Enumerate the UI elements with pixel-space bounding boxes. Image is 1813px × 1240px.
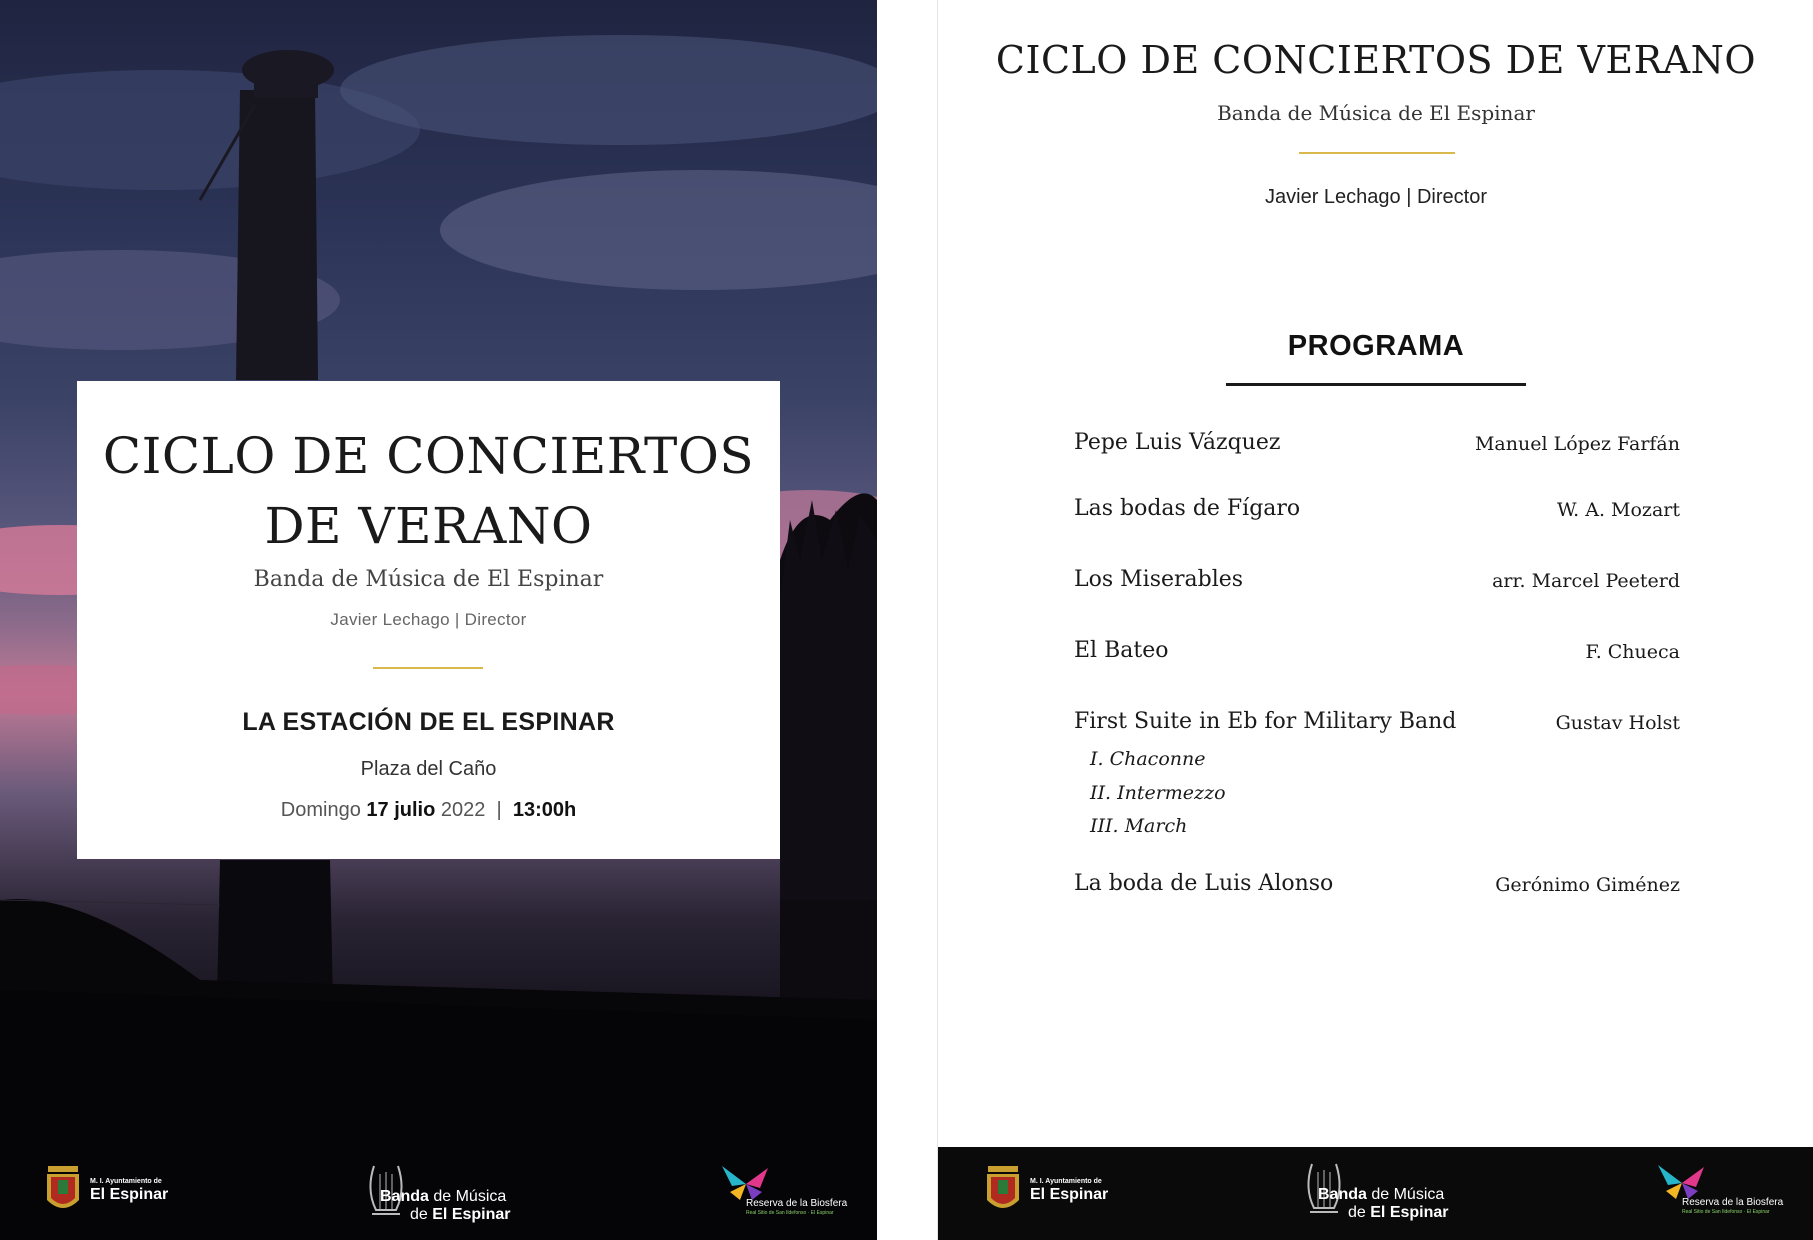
- card-director: Javier Lechago | Director: [330, 610, 527, 629]
- poster-back: [937, 0, 1813, 1240]
- banda-bold: Banda: [1318, 1186, 1367, 1203]
- piece-title: Los Miserables: [1074, 567, 1244, 592]
- banda-logo: [362, 1158, 511, 1224]
- reserva-text: Reserva de la Biosfera: [746, 1198, 848, 1209]
- card-subtitle: Banda de Música de El Espinar: [253, 567, 604, 592]
- banda-bold: Banda: [380, 1188, 429, 1205]
- movement-item: II. Intermezzo: [1090, 782, 1226, 804]
- ayuntamiento-logo: [44, 1162, 168, 1218]
- ayto-small-text: M. I. Ayuntamiento de: [90, 1177, 162, 1185]
- reserva-text: Reserva de la Biosfera: [1682, 1197, 1784, 1208]
- card-place: Plaza del Caño: [360, 758, 497, 780]
- piece-composer: arr. Marcel Peeterd: [1492, 570, 1680, 592]
- piece-composer: F. Chueca: [1585, 641, 1680, 663]
- card-divider: [373, 667, 483, 669]
- card-title-line1: CICLO DE CONCIERTOS: [102, 427, 755, 485]
- ayto-big-text: El Espinar: [1030, 1185, 1109, 1203]
- banda-rest: de Música: [1371, 1186, 1445, 1203]
- banda-logo: [1300, 1156, 1449, 1222]
- coat-of-arms-icon: [984, 1162, 1022, 1218]
- piece-title: Pepe Luis Vázquez: [1074, 430, 1281, 455]
- banda-place: El Espinar: [432, 1206, 511, 1223]
- program-director: Javier Lechago | Director: [1265, 186, 1487, 208]
- poster-front: [0, 0, 877, 1240]
- date-day: 17 julio: [366, 799, 436, 821]
- banda-de: de: [410, 1206, 428, 1223]
- program-subtitle: Banda de Música de El Espinar: [1217, 101, 1535, 125]
- piece-composer: Manuel López Farfán: [1474, 433, 1680, 455]
- card-venue: LA ESTACIÓN DE EL ESPINAR: [242, 708, 615, 736]
- piece-composer: Gustav Holst: [1555, 712, 1680, 734]
- butterfly-icon: [1654, 1161, 1712, 1201]
- reserva-subtext: Real Sitio de San Ildefonso · El Espinar: [746, 1210, 834, 1216]
- movement-item: I. Chaconne: [1090, 748, 1206, 770]
- program-divider: [1299, 152, 1455, 154]
- card-title-line2: DE VERANO: [264, 497, 593, 555]
- piece-title: First Suite in Eb for Military Band: [1074, 709, 1457, 734]
- movement-item: III. March: [1090, 815, 1188, 837]
- biosfera-logo: [1654, 1161, 1784, 1215]
- piece-title: El Bateo: [1074, 638, 1169, 663]
- ayto-small-text: M. I. Ayuntamiento de: [1030, 1177, 1102, 1185]
- piece-title: La boda de Luis Alonso: [1074, 871, 1334, 896]
- coat-of-arms-icon: [44, 1162, 82, 1218]
- reserva-subtext: Real Sitio de San Ildefonso · El Espinar: [1682, 1209, 1770, 1215]
- program-title: CICLO DE CONCIERTOS DE VERANO: [995, 38, 1757, 82]
- date-separator: |: [496, 799, 502, 821]
- piece-title: Las bodas de Fígaro: [1074, 496, 1301, 521]
- date-prefix: Domingo: [280, 799, 361, 821]
- date-year: 2022: [440, 799, 486, 821]
- program-footer: [938, 1147, 1813, 1240]
- piece-composer: Gerónimo Giménez: [1495, 874, 1680, 896]
- programa-heading: PROGRAMA: [1287, 330, 1465, 362]
- card-title: [77, 421, 780, 561]
- banda-de: de: [1348, 1204, 1366, 1221]
- banda-place: El Espinar: [1370, 1204, 1449, 1221]
- programa-underline: [1226, 383, 1526, 386]
- butterfly-icon: [718, 1162, 776, 1202]
- piece-composer: W. A. Mozart: [1556, 499, 1680, 521]
- event-card: [77, 381, 780, 859]
- card-date: [77, 799, 780, 822]
- ayuntamiento-logo: [984, 1162, 1108, 1218]
- biosfera-logo: [718, 1162, 848, 1216]
- banda-rest: de Música: [433, 1188, 507, 1205]
- ayto-big-text: El Espinar: [90, 1185, 169, 1203]
- date-time: 13:00h: [512, 799, 577, 821]
